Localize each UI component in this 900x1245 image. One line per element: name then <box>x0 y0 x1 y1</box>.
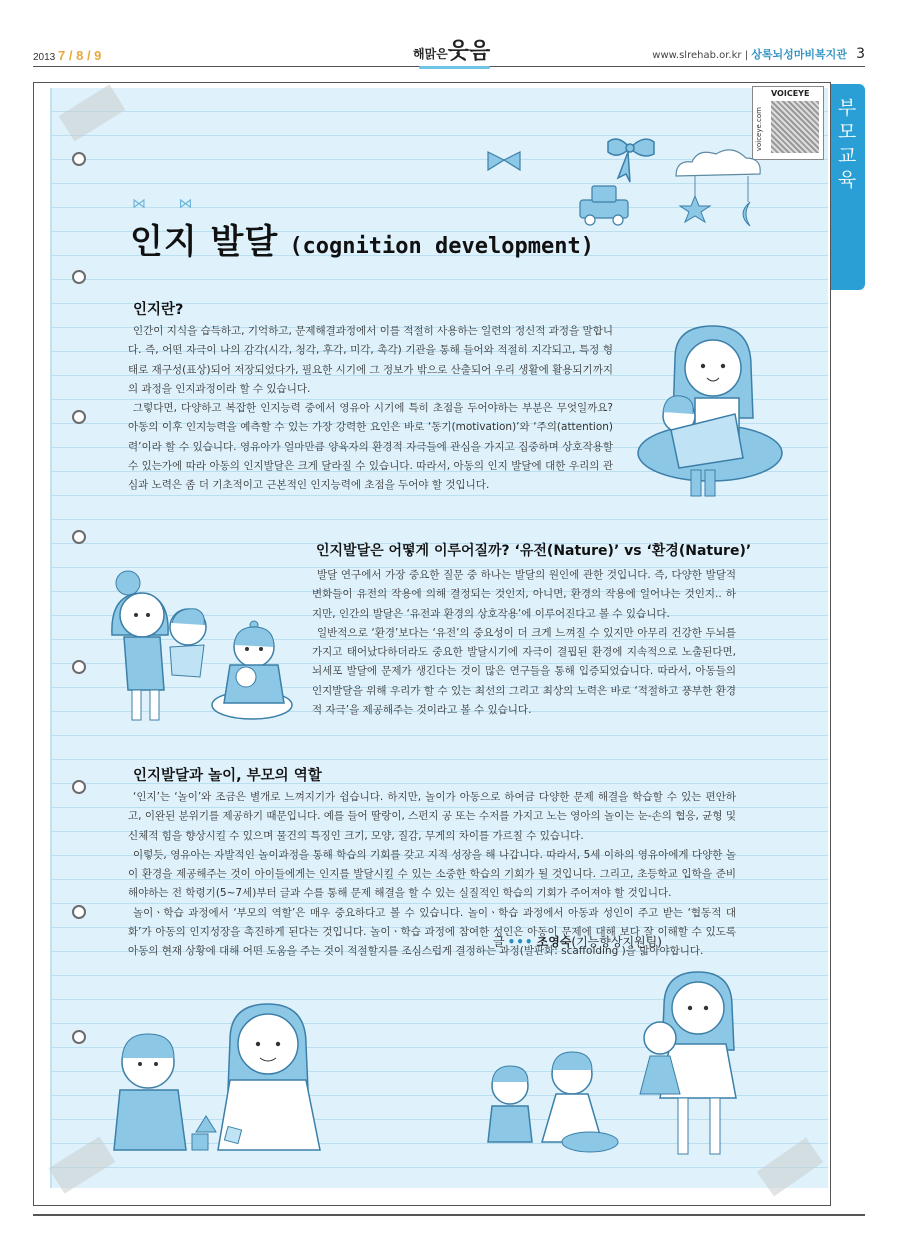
logo-underline <box>419 66 490 69</box>
author-affiliation: (기능향상지원팀) <box>571 935 662 949</box>
page-number: 3 <box>856 46 865 62</box>
page-title <box>130 214 594 263</box>
header-right <box>652 46 865 62</box>
site-url[interactable]: www.slrehab.or.kr <box>652 50 742 61</box>
section-tab <box>829 84 865 290</box>
section2-paragraph: 발달 연구에서 가장 중요한 질문 중 하나는 발달의 원인에 관한 것입니다. 즉, 다양한 발달적 변화들이 유전의 작용에 의해 결정되는 것인지, 아니면, 환경의 작용에 일어나는 것인지.. 하지만, 인간의 발달은 ‘유전과 환경의 상호작용’에 이루어진다고 볼 수 있습니다. <box>312 569 736 620</box>
binder-hole <box>72 530 86 544</box>
title-english: (cognition development) <box>289 234 594 259</box>
voiceye-label: VOICEYE <box>771 89 810 98</box>
binder-hole <box>72 905 86 919</box>
section3-paragraph: 이렇듯, 영유아는 자발적인 놀이과정을 통해 학습의 기회를 갖고 지적 성장을 해 나갑니다. 따라서, 5세 이하의 영유아에게 다양한 놀이 환경을 제공해주는 것이 아이들에게는 인지를 발달시킬 수 있는 소중한 학습의 기회가 될 것입니다. 그리고, 초등학교 입학을 준비해야하는 전 학령기(5~7세)부터 글과 수를 통해 문제 해결을 할 수 있는 실질적인 학습의 기회가 주어져야 할 것입니다. <box>128 848 736 900</box>
issue-months: 7 / 8 / 9 <box>58 48 102 63</box>
header-separator: | <box>744 50 749 61</box>
issue-date <box>33 48 101 63</box>
family-illustration <box>100 565 300 735</box>
section2-body <box>312 566 736 720</box>
page-header <box>33 39 865 67</box>
section3-paragraph: 놀이ㆍ학습 과정에서 ‘부모의 역할’은 매우 중요하다고 볼 수 있습니다. 놀이ㆍ학습 과정에서 아동과 성인이 주고 받는 ‘협동적 대화’가 아동의 인지성장을 촉진하게 된다는 것입니다. 놀이ㆍ학습 과정에 참여한 성인은 아동이 문제에 대해 보다 잘 이해할 수 있도록 아동의 현재 상황에 대해 어떤 도움을 주는 것이 적절할지를 조심스럽게 결정하는 과정(발판화: scaffolding )을 밟아야합니다. <box>128 906 736 958</box>
section2-heading: 인지발달은 어떻게 이루어질까? ‘유전(Nature)’ vs ‘환경(Nature)’ <box>316 543 752 559</box>
mother-reading-illustration <box>635 318 785 508</box>
section1-paragraph: 인간이 지식을 습득하고, 기억하고, 문제해결과정에서 이를 적절히 사용하는 일련의 정신적 과정을 말합니다. 즉, 어떤 자극이 나의 감각(시각, 청각, 후각, 미각, 촉각) 기관을 통해 들어와 적절히 지각되고, 특정 형태로 재구성(표상)되어 저장되었다가, 필요한 시기에 그 정보가 밖으로 산출되어 우리 생활에 활용되기까지의 과정을 인지과정이라 할 수 있습니다. <box>128 325 613 395</box>
signature-prefix: 글 <box>493 935 505 949</box>
walking-baby-illustration <box>470 966 770 1162</box>
section2-paragraph: 일반적으로 ‘환경’보다는 ‘유전’의 중요성이 더 크게 느껴질 수 있지만 아무리 건강한 두뇌를 가지고 태어났다하더라도 중요한 발달시기에 자극이 결핍된 환경에 지속적으로 노출된다면, 뇌세포 발달에 문제가 생긴다는 것이 많은 연구들을 통해 입증되었습니다. 따라서, 아동들의 인지발달을 위해 우리가 할 수 있는 최선의 그리고 최상의 노력은 바로 ‘적절하고 풍부한 환경적 자극’을 제공해주는 것이라고 볼 수 있습니다. <box>312 626 736 717</box>
author-signature <box>493 933 662 950</box>
binder-hole <box>72 780 86 794</box>
section1-heading: 인지란? <box>133 302 184 318</box>
section1-body <box>128 322 613 496</box>
section-tab-label: 부모교육 <box>837 97 857 191</box>
section1-paragraph: 그렇다면, 다양하고 복잡한 인지능력 중에서 영유아 시기에 특히 초점을 두어야하는 부분은 무엇일까요? 아동의 이후 인지능력을 예측할 수 있는 가장 강력한 요인은 바로 ‘동기(motivation)’와 ‘주의(attention)력’이라 할 수 있습니다. 영유아가 얼마만큼 양육자의 환경적 자극들에 관심을 가지고 집중하며 상호작용할 수 있는가에 따라 아동의 인지발달은 크게 달라질 수 있습니다. 따라서, 아동의 인지 발달에 대한 우리의 관심과 노력은 좀 더 기초적이고 근본적인 인지능력에 초점을 두어야 할 것입니다. <box>128 402 613 492</box>
title-korean: 인지 발달 <box>130 222 279 262</box>
magazine-logo <box>413 34 490 65</box>
author-name: 조영숙 <box>536 935 572 949</box>
logo-big-text: 웃음 <box>447 39 491 64</box>
logo-small-text: 해맑은 <box>413 47 448 61</box>
binder-hole <box>72 410 86 424</box>
title-bows: ⋈ ⋈ <box>132 196 207 212</box>
section3-heading: 인지발달과 놀이, 부모의 역할 <box>133 768 322 784</box>
org-name: 상록뇌성마비복지관 <box>751 48 847 61</box>
binder-hole <box>72 152 86 166</box>
footer-rule <box>33 1214 865 1216</box>
binder-hole <box>72 660 86 674</box>
voiceye-url: voiceye.com <box>755 107 763 152</box>
voiceye-pattern <box>771 101 819 153</box>
issue-year: 2013 <box>33 52 56 63</box>
play-blocks-illustration <box>108 1000 328 1160</box>
signature-dots: ••• <box>507 935 534 949</box>
binder-hole <box>72 1030 86 1044</box>
binder-hole <box>72 270 86 284</box>
section3-paragraph: ‘인지’는 ‘놀이’와 조금은 별개로 느껴지기가 쉽습니다. 하지만, 놀이가 아동으로 하여금 다양한 문제 해결을 학습할 수 있는 편안하고, 이완된 분위기를 제공하기 때문입니다. 예를 들어 딸랑이, 스펀지 공 또는 수저를 가지고 노는 영아의 놀이는 눈-손의 협응, 균형 및 신체적 힘을 향상시킬 수 있으며 물건의 특징인 크기, 모양, 질감, 무게의 차이를 가르칠 수 있습니다. <box>128 791 736 842</box>
